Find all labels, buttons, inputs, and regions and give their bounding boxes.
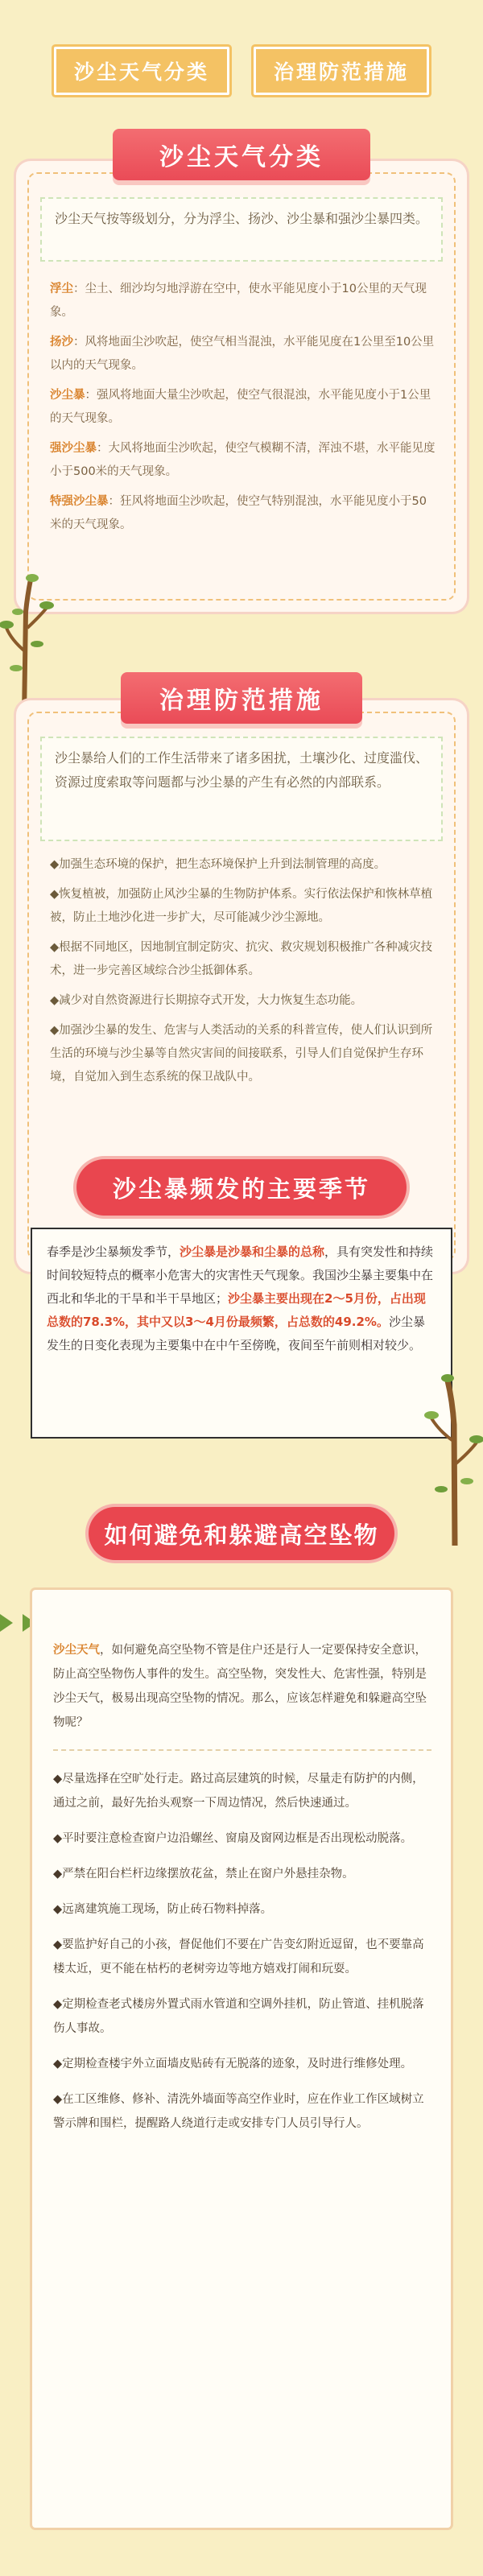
list-item: ◆根据不同地区，因地制宜制定防灾、抗灾、救灾规划积极推广各种减灾技术，进一步完善区域综合沙尘抵御体系。: [50, 941, 433, 977]
classification-list: [50, 278, 436, 543]
tree-illustration-left: [0, 564, 56, 716]
list-item: [50, 490, 436, 537]
falling-objects-banner: 如何避免和躲避高空坠物: [89, 1507, 394, 1560]
list-item: ◆在工区维修、修补、清洗外墙面等高空作业时，应在作业工作区域树立警示牌和围栏，提醒路人绕道行走或安排专门人员引导行人。: [53, 2093, 424, 2130]
list-item: [50, 384, 436, 431]
list-item: ◆严禁在阳台栏杆边缘摆放花盆，禁止在窗户外悬挂杂物。: [53, 1868, 354, 1880]
term-fuchen: 浮尘: [50, 283, 73, 295]
term-desc: ：大风将地面尘沙吹起，使空气模糊不清，浑浊不堪，水平能见度小于500米的天气现象。: [50, 442, 436, 478]
list-item: ◆尽量选择在空旷处行走。路过高层建筑的时候，尽量走有防护的内侧，通过之前，最好先抬头观察一下周边情况，然后快速通过。: [53, 1773, 424, 1810]
list-item: [50, 278, 436, 324]
list-item: [50, 437, 436, 484]
arrow-icon: [0, 1614, 13, 1632]
tab-prevention-measures[interactable]: 治理防范措施: [254, 47, 429, 95]
list-item: [50, 331, 436, 378]
season-text-1: 春季是沙尘暴频发季节，: [47, 1245, 180, 1259]
term-desc: ：强风将地面大量尘沙吹起，使空气很混浊，水平能见度小于1公里的天气现象。: [50, 389, 431, 425]
top-nav: [0, 47, 483, 95]
term-teqiangshachenbao: 特强沙尘暴: [50, 495, 109, 508]
term-yangsha: 扬沙: [50, 336, 73, 349]
season-text-2: ，具有突发性和持续时间较短特点的概率小危害大的灾害性天气现象。我国沙尘暴主要集中在西北和华北的干旱和半干旱地区；: [47, 1245, 434, 1306]
list-item: ◆加强生态环境的保护，把生态环境保护上升到法制管理的高度。: [50, 858, 386, 871]
separator: [53, 1749, 431, 1751]
prevention-list: [50, 853, 436, 1096]
list-item: ◆定期检查楼宇外立面墙皮贴砖有无脱落的迹象，及时进行维修处理。: [53, 2058, 413, 2070]
list-item: ◆远离建筑施工现场，防止砖石物料掉落。: [53, 1903, 273, 1916]
classification-banner: 沙尘天气分类: [113, 129, 370, 180]
prevention-intro: 沙尘暴给人们的工作生活带来了诸多困扰，土壤沙化、过度滥伐、资源过度索取等问题都与沙尘暴的产生有必然的内部联系。: [40, 737, 443, 841]
term-desc: ：尘土、细沙均匀地浮游在空中，使水平能见度小于10公里的天气现象。: [50, 283, 427, 319]
term-desc: ：风将地面尘沙吹起，使空气相当混浊，水平能见度在1公里至10公里以内的天气现象。: [50, 336, 435, 372]
season-highlight-2: 沙尘暴主要出现在2～5月份，占出现总数的78.3%，其中又以3～4月份最频繁，占总数的49.2%。: [47, 1291, 426, 1329]
list-item: ◆加强沙尘暴的发生、危害与人类活动的关系的科普宣传，使人们认识到所生活的环境与沙尘暴等自然灾害间的间接联系，引导人们自觉保护生存环境，自觉加入到生态系统的保卫战队中。: [50, 1024, 433, 1084]
list-item: ◆减少对自然资源进行长期掠夺式开发，大力恢复生态功能。: [50, 994, 363, 1007]
falling-objects-content: [53, 1638, 431, 2147]
term-desc: ：狂风将地面尘沙吹起，使空气特别混浊，水平能见度小于50米的天气现象。: [50, 495, 427, 531]
list-item: ◆平时要注意检查窗户边沿螺丝、窗扇及窗网边框是否出现松动脱落。: [53, 1832, 413, 1845]
tab-dust-weather-classification[interactable]: 沙尘天气分类: [54, 47, 229, 95]
prevention-banner: 治理防范措施: [121, 672, 362, 724]
season-text-3: 沙尘暴发生的日变化表现为主要集中在中午至傍晚，夜间至午前则相对较少。: [47, 1315, 425, 1352]
season-text-box: [31, 1228, 452, 1439]
falling-objects-intro: [53, 1638, 431, 1735]
classification-intro: 沙尘天气按等级划分，分为浮尘、扬沙、沙尘暴和强沙尘暴四类。: [40, 197, 443, 262]
term-qiangshachenbao: 强沙尘暴: [50, 442, 97, 455]
season-banner: 沙尘暴频发的主要季节: [76, 1159, 407, 1216]
list-item: ◆恢复植被，加强防止风沙尘暴的生物防护体系。实行依法保护和恢林草植被，防止土地沙化进一步扩大，尽可能减少沙尘源地。: [50, 888, 433, 924]
list-item: ◆定期检查老式楼房外置式雨水管道和空调外挂机，防止管道、挂机脱落伤人事故。: [53, 1998, 424, 2035]
intro-text: ，如何避免高空坠物不管是住户还是行人一定要保持安全意识，防止高空坠物伤人事件的发生。高空坠物，突发性大、危害性强，特别是沙尘天气，极易出现高空坠物的情况。那么，应该怎样避免和躲避高空坠物呢？: [53, 1644, 427, 1729]
list-item: ◆要监护好自己的小孩，督促他们不要在广告变幻附近逗留，也不要靠高楼太近，更不能在枯朽的老树旁边等地方嬉戏打闹和玩耍。: [53, 1938, 424, 1975]
season-highlight-1: 沙尘暴是沙暴和尘暴的总称: [180, 1245, 325, 1259]
term-shachenbao: 沙尘暴: [50, 389, 85, 402]
tree-illustration-right: [419, 1368, 483, 1546]
term-dust-weather: 沙尘天气: [53, 1644, 100, 1657]
